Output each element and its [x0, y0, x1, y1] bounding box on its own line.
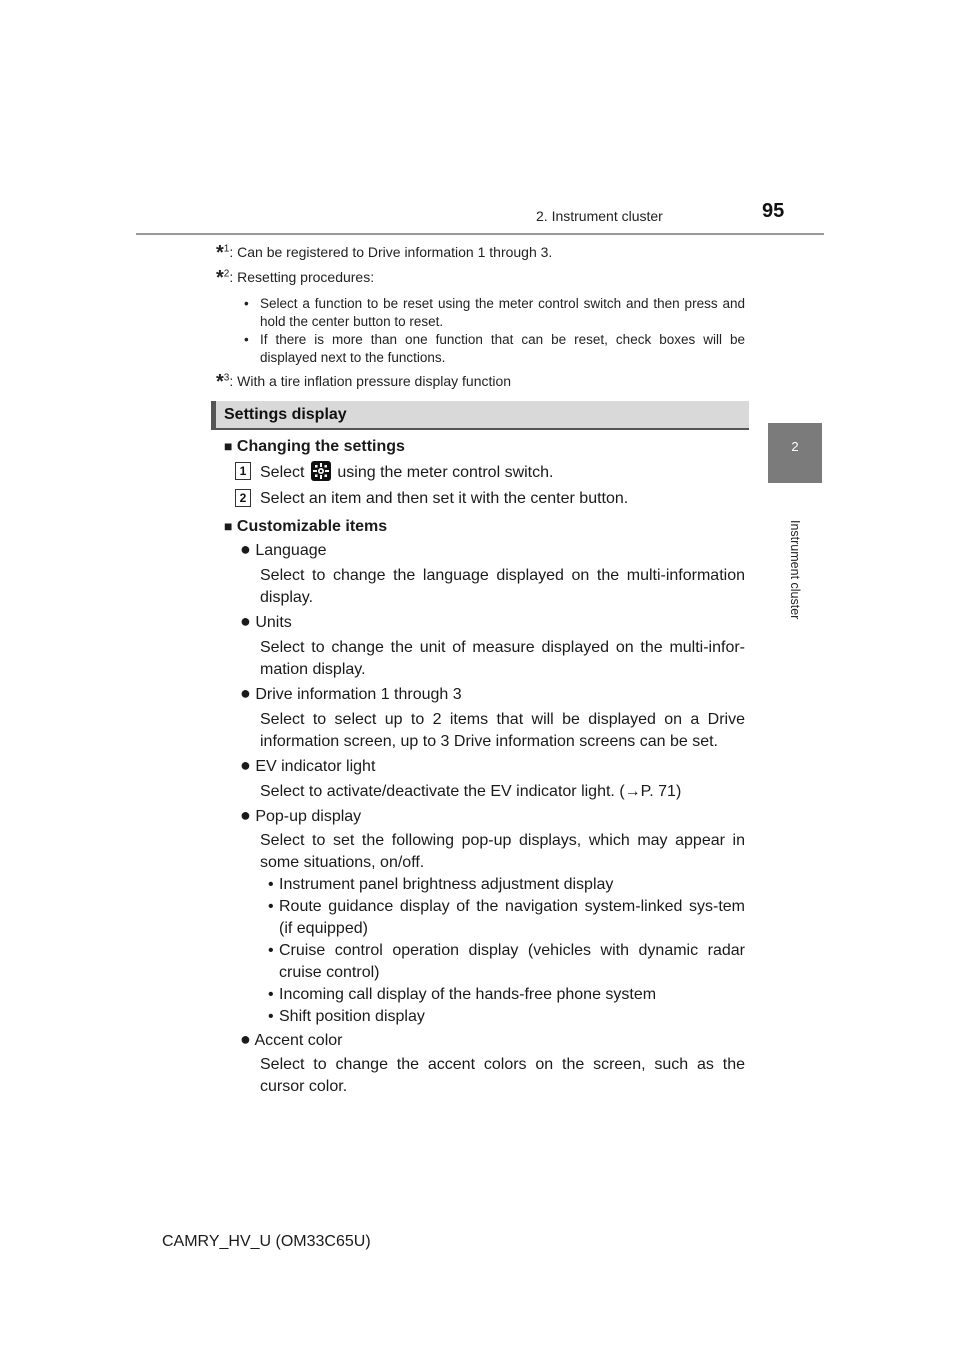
section-bar-underline [211, 428, 749, 430]
dot-bullet-icon: ● [240, 683, 251, 703]
item-drive-information-desc: Select to select up to 2 items that will be displayed on a Drive information screen, up to 3 Drive information screens can be set. [260, 711, 745, 750]
section-bar-accent [211, 401, 216, 429]
dot-bullet-icon: ● [240, 755, 251, 775]
section-title: Settings display [224, 406, 347, 423]
popup-bullet-3: Cruise control operation display (vehicles with dynamic radar cruise control) [279, 942, 745, 981]
square-bullet-icon: ■ [224, 518, 233, 534]
footnote-2: *$^2$: Resetting procedures: [216, 267, 375, 289]
item-language: ● Language [240, 539, 327, 559]
chapter-tab-label: Instrument cluster [788, 520, 802, 620]
item-ev-indicator-desc: Select to activate/deactivate the EV indicator light. (→P. 71) [260, 783, 682, 800]
step-number-2: 2 [235, 489, 251, 507]
reset-bullet-1: Select a function to be reset using the meter control switch and then press and hold the center button to reset. [260, 296, 745, 329]
footer-model-code: CAMRY_HV_U (OM33C65U) [162, 1233, 371, 1250]
footnote-3: *$^3$: With a tire inflation pressure display function [216, 371, 512, 393]
dot-bullet-icon: ● [240, 1029, 251, 1049]
gear-icon [311, 461, 331, 481]
popup-bullet-dot: • [268, 986, 274, 1003]
item-units-desc: Select to change the unit of measure displayed on the multi-infor-mation display. [260, 639, 745, 678]
item-language-desc: Select to change the language displayed on the multi-information display. [260, 567, 745, 606]
dot-bullet-icon: ● [240, 805, 251, 825]
popup-bullet-4: Incoming call display of the hands-free phone system [279, 986, 657, 1003]
dot-bullet-icon: ● [240, 539, 251, 559]
footnote-1: *$^1$: Can be registered to Drive information 1 through 3. [216, 242, 553, 264]
chapter-tab-number: 2 [791, 439, 799, 454]
customizable-heading: ■ Customizable items [224, 518, 388, 535]
step-2-text: Select an item and then set it with the center button. [260, 490, 629, 507]
reset-bullet-dot: • [244, 296, 249, 311]
popup-bullet-dot: • [268, 898, 274, 915]
item-popup-display: ● Pop-up display [240, 805, 362, 825]
reset-bullet-2: If there is more than one function that can be reset, check boxes will be displayed next to the functions. [260, 332, 745, 365]
popup-bullet-dot: • [268, 876, 274, 893]
step-number-1: 1 [235, 462, 251, 480]
dot-bullet-icon: ● [240, 611, 251, 631]
header-rule [136, 233, 824, 235]
popup-bullet-dot: • [268, 1008, 274, 1025]
square-bullet-icon: ■ [224, 438, 233, 454]
running-header-section: 2. Instrument cluster [536, 208, 663, 224]
item-accent-color: ● Accent color [240, 1029, 343, 1049]
reset-bullet-dot: • [244, 332, 249, 347]
popup-bullet-5: Shift position display [279, 1008, 425, 1025]
step-1-text: Select using the meter control switch. [260, 461, 553, 484]
changing-heading: ■ Changing the settings [224, 438, 405, 455]
popup-bullet-1: Instrument panel brightness adjustment display [279, 876, 614, 893]
item-units: ● Units [240, 611, 292, 631]
item-popup-display-desc: Select to set the following pop-up displays, which may appear in some situations, on/off. [260, 832, 745, 871]
popup-bullet-2: Route guidance display of the navigation system-linked sys-tem (if equipped) [279, 898, 745, 937]
item-ev-indicator: ● EV indicator light [240, 755, 376, 775]
item-drive-information: ● Drive information 1 through 3 [240, 683, 462, 703]
item-accent-color-desc: Select to change the accent colors on the screen, such as the cursor color. [260, 1056, 745, 1095]
page-number: 95 [762, 200, 785, 222]
popup-bullet-dot: • [268, 942, 274, 959]
